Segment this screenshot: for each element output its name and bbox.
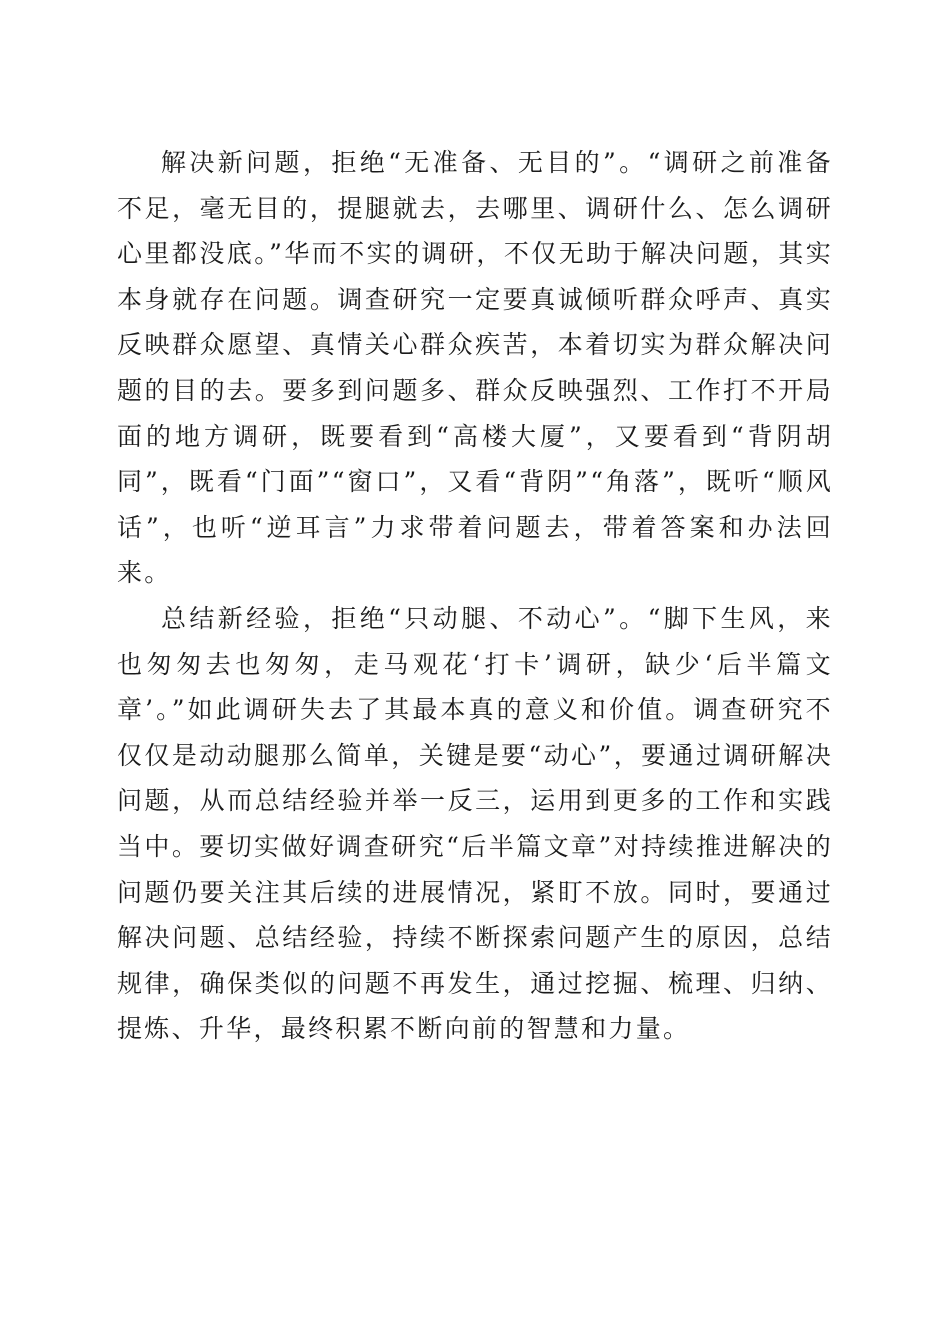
- paragraph-summarize-new-experience: 总结新经验，拒绝“只动腿、不动心”。“脚下生风，来也匆匆去也匆匆，走马观花‘打卡’调研，缺少‘后半篇文章’。”如此调研失去了其最本真的意义和价值。调查研究不仅仅是动动腿那么简单，关键是要“动心”，要通过调研解决问题，从而总结经验并举一反三，运用到更多的工作和实践当中。要切实做好调查研究“后半篇文章”对持续推进解决的问题仍要关注其后续的进展情况，紧盯不放。同时，要通过解决问题、总结经验，持续不断探索问题产生的原因，总结规律，确保类似的问题不再发生，通过挖掘、梳理、归纳、提炼、升华，最终积累不断向前的智慧和力量。: [117, 603, 833, 1044]
- paragraph-solve-new-problems: 解决新问题，拒绝“无准备、无目的”。“调研之前准备不足，毫无目的，提腿就去，去哪里、调研什么、怎么调研心里都没底。”华而不实的调研，不仅无助于解决问题，其实本身就存在问题。调查研究一定要真诚倾听群众呼声、真实反映群众愿望、真情关心群众疾苦，本着切实为群众解决问题的目的去。要多到问题多、群众反映强烈、工作打不开局面的地方调研，既要看到“高楼大厦”，又要看到“背阴胡同”，既看“门面”“窗口”，又看“背阴”“角落”，既听“顺风话”，也听“逆耳言”力求带着问题去，带着答案和办法回来。: [117, 148, 833, 588]
- document-body: [117, 140, 833, 1052]
